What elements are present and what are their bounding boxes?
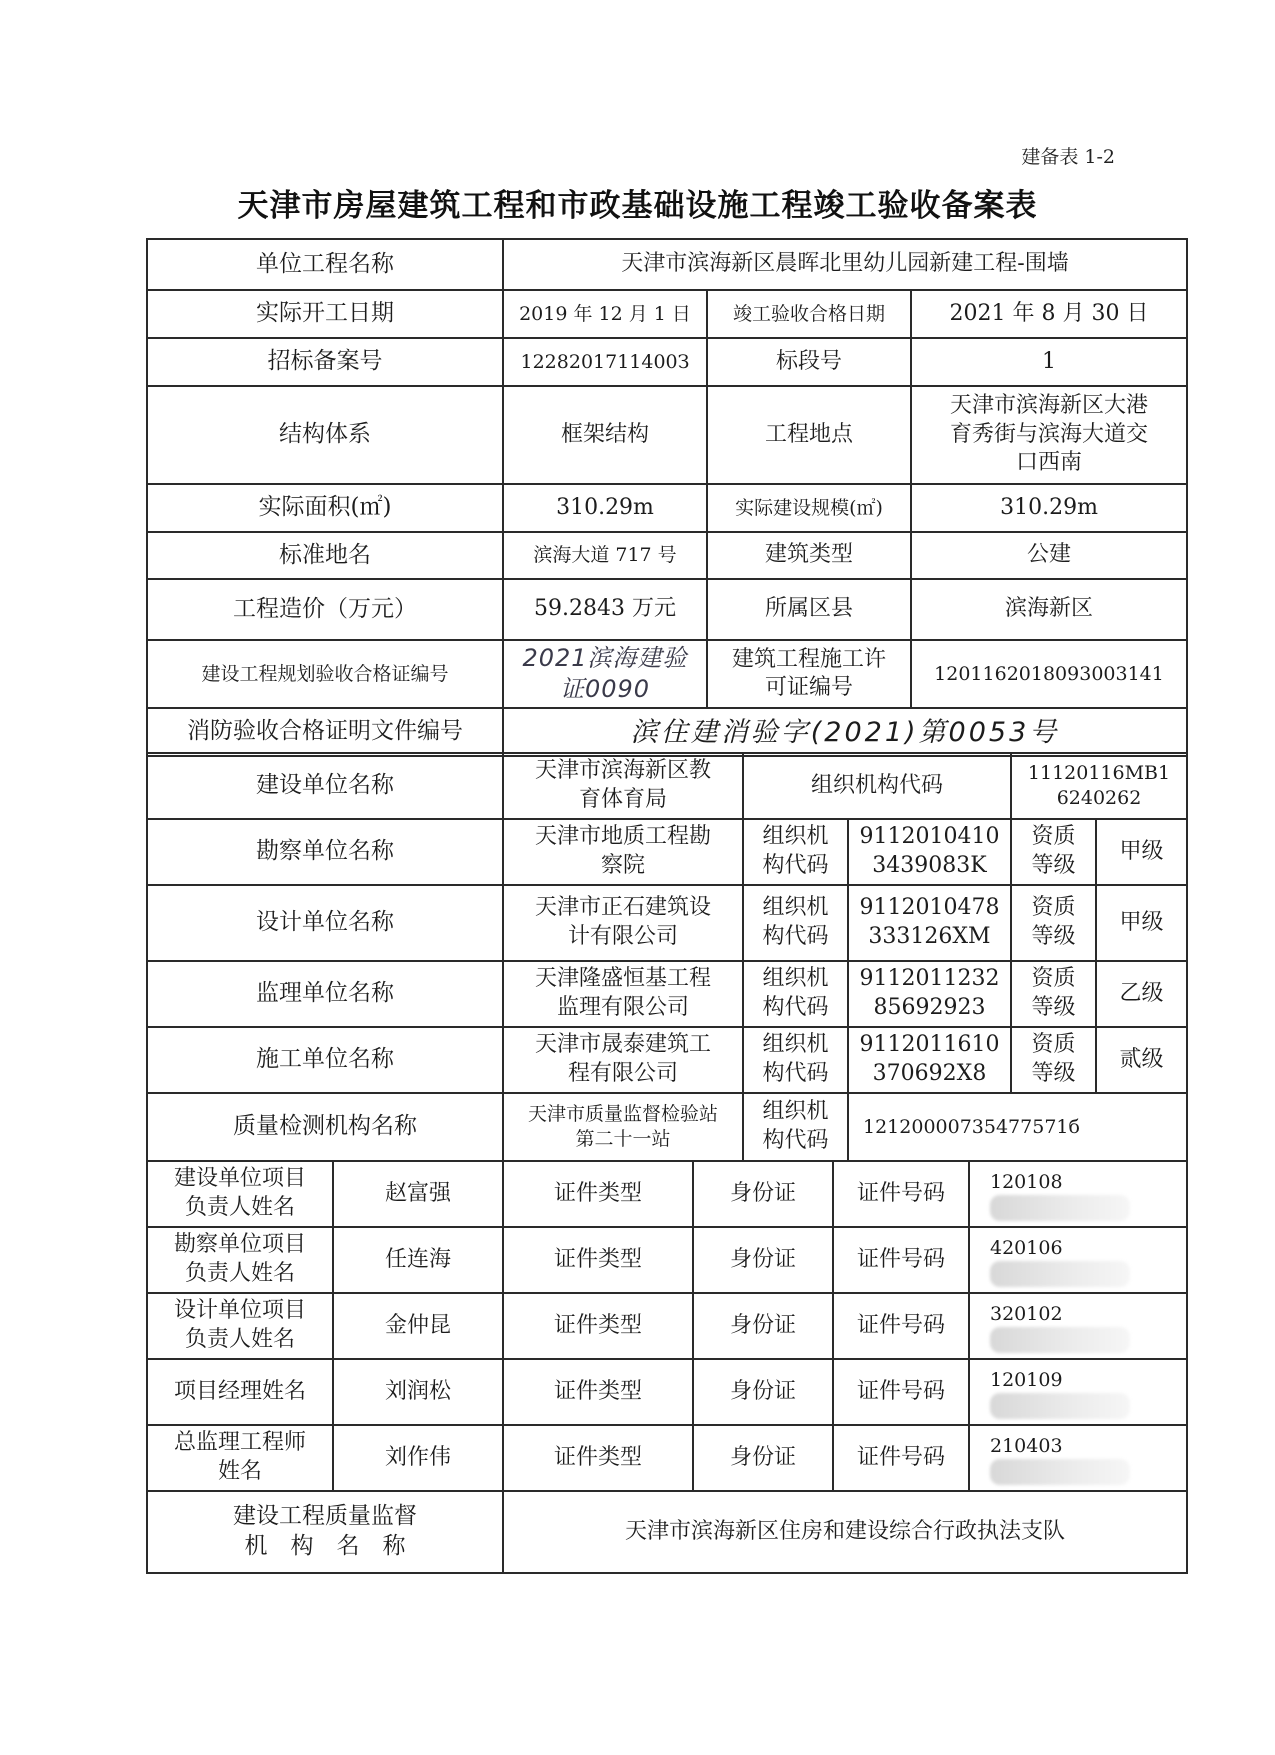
person-name: 刘润松	[333, 1359, 503, 1425]
unit-org-label	[743, 1027, 848, 1093]
role-line-1: 设计单位项目	[173, 1298, 306, 1324]
id-type-value: 身份证	[693, 1359, 833, 1425]
redaction-mark	[990, 1393, 1130, 1419]
builder-org-code-label: 组织机构代码	[743, 753, 1011, 819]
id-prefix: 120108	[990, 1171, 1063, 1193]
person-role	[147, 1359, 333, 1425]
id-type-label: 证件类型	[503, 1425, 693, 1491]
unit-label: 设计单位名称	[147, 885, 503, 961]
unit-qual-label	[1011, 885, 1096, 961]
planning-cert-value	[503, 640, 707, 708]
unit-name	[503, 819, 743, 885]
unit-label: 监理单位名称	[147, 961, 503, 1027]
unit-qual-value: 贰级	[1096, 1027, 1187, 1093]
unit-name	[503, 961, 743, 1027]
location-label: 工程地点	[707, 386, 911, 484]
structure-label: 结构体系	[147, 386, 503, 484]
start-date-label: 实际开工日期	[147, 290, 503, 338]
supervision-label	[147, 1491, 503, 1573]
inspection-table	[146, 1092, 1188, 1162]
builder-org-code-line-1: 11120116MB1	[1027, 762, 1171, 785]
role-line-1: 总监理工程师	[173, 1430, 306, 1456]
unit-qual-label	[1011, 1027, 1096, 1093]
permit-label	[707, 640, 911, 708]
redaction-mark	[990, 1261, 1130, 1287]
id-no-value	[969, 1359, 1187, 1425]
units-table	[146, 818, 1188, 1094]
permit-value: 1201162018093003141	[911, 640, 1187, 708]
unit-qual-value: 甲级	[1096, 819, 1187, 885]
person-row	[147, 1161, 1187, 1227]
supervision-label-line-2: 机 构 名 称	[244, 1533, 406, 1559]
unit-row-design	[147, 885, 1187, 961]
builder-name	[503, 753, 743, 819]
id-type-value: 身份证	[693, 1227, 833, 1293]
code-line-2: 333126XM	[868, 924, 991, 949]
id-no-label: 证件号码	[833, 1425, 969, 1491]
address-value: 滨海大道 717 号	[503, 532, 707, 579]
code-line-1: 9112010410	[859, 824, 1000, 850]
unit-name-line-2: 程有限公司	[567, 1061, 678, 1086]
role-line-2: 负责人姓名	[184, 1327, 295, 1352]
unit-row-construction	[147, 1027, 1187, 1093]
location-line-1: 天津市滨海新区大港	[950, 393, 1149, 419]
qual-label-line-2: 等级	[1031, 924, 1076, 949]
supervision-value: 天津市滨海新区住房和建设综合行政执法支队	[503, 1491, 1187, 1573]
inspection-name	[503, 1093, 743, 1161]
inspection-name-line-2: 第二十一站	[575, 1128, 671, 1150]
id-type-label: 证件类型	[503, 1359, 693, 1425]
unit-org-code	[848, 885, 1011, 961]
id-prefix: 420106	[990, 1237, 1063, 1259]
id-type-value: 身份证	[693, 1425, 833, 1491]
org-label-line-1: 组织机	[762, 1032, 829, 1058]
redaction-mark	[990, 1459, 1130, 1485]
builder-org-code	[1011, 753, 1187, 819]
unit-name-line-1: 天津市正石建筑设	[534, 895, 711, 921]
unit-name-line-2: 监理有限公司	[556, 995, 689, 1020]
id-no-value	[969, 1161, 1187, 1227]
planning-cert-line-2: 证0090	[559, 675, 651, 704]
bid-no-value: 1228201711400З	[503, 338, 707, 386]
id-no-label: 证件号码	[833, 1293, 969, 1359]
id-no-value	[969, 1425, 1187, 1491]
id-type-label: 证件类型	[503, 1227, 693, 1293]
person-role	[147, 1293, 333, 1359]
inspection-org-label	[743, 1093, 848, 1161]
area-value: 310.29m	[503, 484, 707, 532]
person-name: 任连海	[333, 1227, 503, 1293]
code-line-1: 9112011610	[859, 1032, 1000, 1058]
person-row	[147, 1293, 1187, 1359]
project-name-label: 单位工程名称	[147, 239, 503, 290]
supervision-table	[146, 1490, 1188, 1574]
fire-cert-label: 消防验收合格证明文件编号	[147, 708, 503, 756]
qual-label-line-2: 等级	[1031, 1061, 1076, 1086]
accept-date-value: 2021 年 8 月 30 日	[911, 290, 1187, 338]
builder-name-line-2: 育体育局	[578, 787, 667, 812]
persons-table	[146, 1160, 1188, 1492]
code-line-2: 3439083K	[872, 853, 987, 878]
org-label-line-2: 构代码	[762, 1128, 829, 1153]
org-label-line-2: 构代码	[762, 853, 829, 878]
qual-label-line-1: 资质	[1031, 966, 1076, 992]
id-type-label: 证件类型	[503, 1161, 693, 1227]
person-row	[147, 1425, 1187, 1491]
org-label-line-1: 组织机	[762, 895, 829, 921]
code-line-2: 370692X8	[872, 1061, 987, 1086]
unit-qual-value: 乙级	[1096, 961, 1187, 1027]
code-line-1: 9112011232	[859, 966, 1000, 992]
building-type-value: 公建	[911, 532, 1187, 579]
code-line-1: 9112010478	[859, 895, 1000, 921]
builder-name-line-1: 天津市滨海新区教	[534, 758, 711, 784]
scale-value: 310.29m	[911, 484, 1187, 532]
fire-cert-value: 滨住建消验字(2021)第0053号	[503, 708, 1187, 756]
builder-table	[146, 752, 1188, 820]
scale-label: 实际建设规模(㎡)	[707, 484, 911, 532]
org-label-line-1: 组织机	[762, 966, 829, 992]
role-line-2: 姓名	[217, 1459, 262, 1484]
id-type-label: 证件类型	[503, 1293, 693, 1359]
unit-label: 施工单位名称	[147, 1027, 503, 1093]
qual-label-line-1: 资质	[1031, 824, 1076, 850]
unit-row-survey	[147, 819, 1187, 885]
role-line-2: 负责人姓名	[184, 1195, 295, 1220]
id-prefix: 120109	[990, 1369, 1063, 1391]
location-line-3: 口西南	[1016, 450, 1083, 476]
code-line-2: 85692923	[873, 995, 986, 1020]
id-no-value	[969, 1227, 1187, 1293]
district-label: 所属区县	[707, 579, 911, 640]
unit-qual-label	[1011, 961, 1096, 1027]
person-name: 刘作伟	[333, 1425, 503, 1491]
qual-label-line-1: 资质	[1031, 895, 1076, 921]
person-row	[147, 1227, 1187, 1293]
org-label-line-2: 构代码	[762, 995, 829, 1020]
location-value	[911, 386, 1187, 484]
id-no-label: 证件号码	[833, 1359, 969, 1425]
person-name: 赵富强	[333, 1161, 503, 1227]
unit-name-line-1: 天津隆盛恒基工程	[534, 966, 711, 992]
start-date-value: 2019 年 12 月 1 日	[503, 290, 707, 338]
permit-label-line-1: 建筑工程施工许	[731, 646, 886, 672]
qual-label-line-1: 资质	[1031, 1032, 1076, 1058]
unit-name-line-2: 计有限公司	[567, 924, 678, 949]
permit-label-line-2: 可证编号	[764, 675, 853, 701]
unit-name-line-1: 天津市地质工程勘	[534, 824, 711, 850]
redaction-mark	[990, 1327, 1130, 1353]
area-label: 实际面积(㎡)	[147, 484, 503, 532]
org-label-line-2: 构代码	[762, 1061, 829, 1086]
person-row	[147, 1359, 1187, 1425]
form-code: 建备表 1-2	[1021, 146, 1115, 168]
planning-cert-line-1: 2021滨海建验	[522, 644, 688, 672]
accept-date-label: 竣工验收合格日期	[707, 290, 911, 338]
builder-label: 建设单位名称	[147, 753, 503, 819]
unit-qual-label	[1011, 819, 1096, 885]
unit-org-code	[848, 1027, 1011, 1093]
district-value: 滨海新区	[911, 579, 1187, 640]
person-role	[147, 1161, 333, 1227]
qual-label-line-2: 等级	[1031, 995, 1076, 1020]
org-label-line-1: 组织机	[762, 1099, 829, 1125]
unit-org-label	[743, 819, 848, 885]
org-label-line-2: 构代码	[762, 924, 829, 949]
id-type-value: 身份证	[693, 1293, 833, 1359]
project-name-value: 天津市滨海新区晨晖北里幼儿园新建工程-围墙	[503, 239, 1187, 290]
id-no-value	[969, 1293, 1187, 1359]
unit-name	[503, 1027, 743, 1093]
cost-value: 59.2843 万元	[503, 579, 707, 640]
supervision-label-line-1: 建设工程质量监督	[233, 1503, 417, 1530]
role-line-1: 建设单位项目	[173, 1166, 306, 1192]
location-line-2: 育秀街与滨海大道交	[950, 421, 1149, 447]
section-value: 1	[911, 338, 1187, 386]
structure-value: 框架结构	[503, 386, 707, 484]
id-no-label: 证件号码	[833, 1161, 969, 1227]
address-label: 标准地名	[147, 532, 503, 579]
person-role	[147, 1227, 333, 1293]
unit-org-code	[848, 961, 1011, 1027]
id-prefix: 320102	[990, 1303, 1063, 1325]
id-no-label: 证件号码	[833, 1227, 969, 1293]
org-label-line-1: 组织机	[762, 824, 829, 850]
unit-org-label	[743, 961, 848, 1027]
id-type-value: 身份证	[693, 1161, 833, 1227]
unit-org-label	[743, 885, 848, 961]
unit-qual-value: 甲级	[1096, 885, 1187, 961]
role-line-2: 负责人姓名	[184, 1261, 295, 1286]
unit-row-supervision	[147, 961, 1187, 1027]
building-type-label: 建筑类型	[707, 532, 911, 579]
form-title: 天津市房屋建筑工程和市政基础设施工程竣工验收备案表	[237, 188, 1038, 224]
builder-org-code-line-2: 6240262	[1056, 787, 1142, 809]
bid-no-label: 招标备案号	[147, 338, 503, 386]
qual-label-line-2: 等级	[1031, 853, 1076, 878]
person-role	[147, 1425, 333, 1491]
id-prefix: 210403	[990, 1435, 1063, 1457]
section-label: 标段号	[707, 338, 911, 386]
unit-name-line-1: 天津市晟泰建筑工	[534, 1032, 711, 1058]
unit-label: 勘察单位名称	[147, 819, 503, 885]
redaction-mark	[990, 1195, 1130, 1221]
inspection-label: 质量检测机构名称	[147, 1093, 503, 1161]
inspection-org-code: 12120000735477571б	[848, 1093, 1187, 1161]
role-line-1: 勘察单位项目	[173, 1232, 306, 1258]
role-line-1: 项目经理姓名	[173, 1378, 306, 1404]
inspection-name-line-1: 天津市质量监督检验站	[527, 1103, 718, 1126]
planning-cert-label: 建设工程规划验收合格证编号	[147, 640, 503, 708]
person-name: 金仲昆	[333, 1293, 503, 1359]
project-info-table	[146, 238, 1188, 757]
cost-label: 工程造价（万元）	[147, 579, 503, 640]
unit-name	[503, 885, 743, 961]
unit-org-code	[848, 819, 1011, 885]
unit-name-line-2: 察院	[600, 853, 645, 878]
